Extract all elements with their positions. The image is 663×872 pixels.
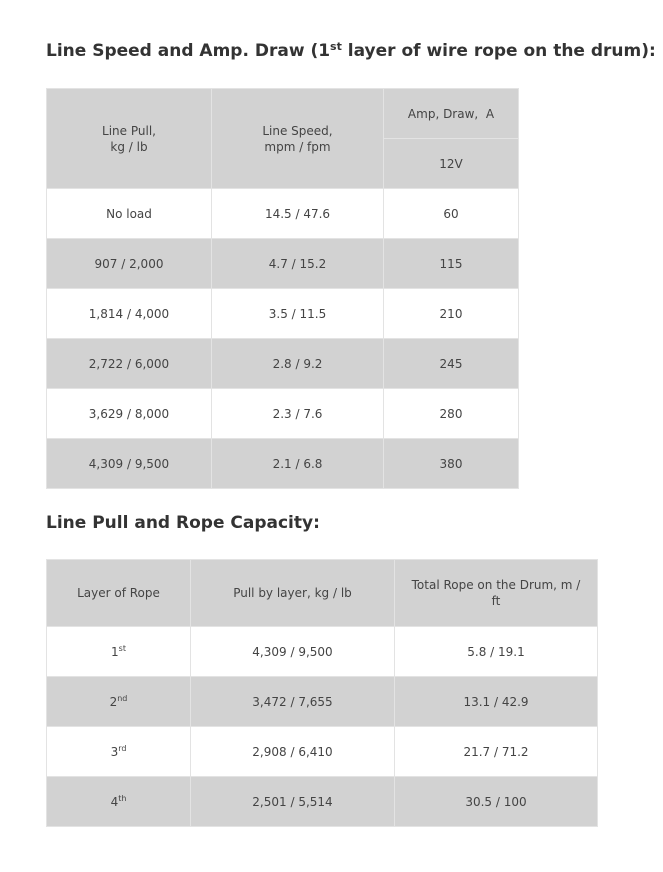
header-total-rope [395,560,598,627]
line-speed-table [46,88,519,489]
header-amp-draw: Amp, Draw, A [384,89,519,139]
cell-pull: 3,472 / 7,655 [191,677,395,727]
table-row [47,289,519,339]
header-text: ft [491,594,501,608]
header-text: Line Pull, [102,123,156,138]
layer-number: 4 [110,794,119,809]
cell-pull: 2,722 / 6,000 [47,339,212,389]
cell-speed: 2.8 / 9.2 [212,339,384,389]
header-line-pull [47,89,212,189]
table-row [47,239,519,289]
cell-amp: 115 [384,239,519,289]
table-row [47,439,519,489]
cell-speed: 14.5 / 47.6 [212,189,384,239]
cell-total: 30.5 / 100 [395,777,598,827]
heading-text-end: layer of wire rope on the drum): [341,41,656,61]
header-text: mpm / fpm [264,139,331,154]
table-row [47,727,598,777]
cell-layer [47,727,191,777]
header-line-speed [212,89,384,189]
cell-amp: 280 [384,389,519,439]
cell-pull: 3,629 / 8,000 [47,389,212,439]
cell-total: 5.8 / 19.1 [395,627,598,677]
rope-capacity-table [46,559,598,827]
layer-number: 1 [111,644,119,659]
heading-ordinal: st [330,40,342,53]
layer-number: 2 [109,694,118,709]
cell-amp: 245 [384,339,519,389]
header-layer: Layer of Rope [47,560,191,627]
cell-layer [47,627,191,677]
cell-pull: 2,501 / 5,514 [191,777,395,827]
table-row [47,677,598,727]
heading-text: Line Speed and Amp. Draw (1 [46,41,331,61]
layer-number: 3 [110,744,119,759]
cell-speed: 2.3 / 7.6 [212,389,384,439]
layer-ordinal: nd [117,693,128,703]
cell-speed: 3.5 / 11.5 [212,289,384,339]
header-pull-by-layer: Pull by layer, kg / lb [191,560,395,627]
header-text: Total Rope on the Drum, m / [411,578,581,592]
cell-amp: 210 [384,289,519,339]
cell-pull: 2,908 / 6,410 [191,727,395,777]
table-row [47,777,598,827]
layer-ordinal: th [118,793,127,803]
line-speed-heading [46,41,656,61]
table-row [47,339,519,389]
table-row [47,389,519,439]
layer-ordinal: rd [118,743,127,753]
layer-ordinal: st [118,643,126,653]
cell-pull: 1,814 / 4,000 [47,289,212,339]
table-row [47,189,519,239]
table-row [47,627,598,677]
rope-capacity-heading: Line Pull and Rope Capacity: [46,513,320,533]
cell-pull: 4,309 / 9,500 [191,627,395,677]
cell-layer [47,777,191,827]
header-text: Line Speed, [262,123,333,138]
cell-pull: 4,309 / 9,500 [47,439,212,489]
cell-layer [47,677,191,727]
cell-speed: 2.1 / 6.8 [212,439,384,489]
cell-amp: 380 [384,439,519,489]
cell-pull: No load [47,189,212,239]
cell-pull: 907 / 2,000 [47,239,212,289]
cell-speed: 4.7 / 15.2 [212,239,384,289]
cell-total: 13.1 / 42.9 [395,677,598,727]
cell-total: 21.7 / 71.2 [395,727,598,777]
header-text: kg / lb [110,139,148,154]
header-voltage: 12V [384,139,519,189]
cell-amp: 60 [384,189,519,239]
